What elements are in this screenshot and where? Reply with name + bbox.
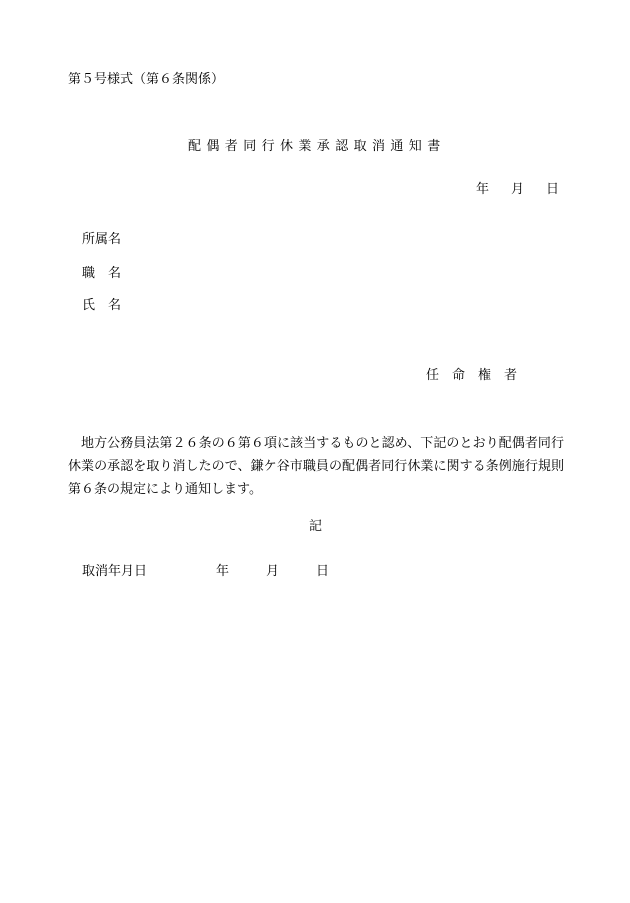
issue-date-day: 日 xyxy=(545,182,559,197)
issue-date-year: 年 xyxy=(475,182,489,197)
form-number: 第５号様式（第６条関係） xyxy=(68,72,225,87)
issue-date xyxy=(476,183,559,196)
cancellation-date-year: 年 xyxy=(216,564,230,579)
appointing-authority: 任命権者 xyxy=(426,368,531,383)
name-label: 氏名 xyxy=(82,298,135,313)
cancellation-date-label: 取消年月日 xyxy=(82,564,148,579)
notice-body-text: 地方公務員法第２６条の６第６項に該当するものと認め、下記のとおり配偶者同行休業の承認を取り消したので、鎌ケ谷市職員の配偶者同行休業に関する条例施行規則第６条の規定により通知します。 xyxy=(68,436,564,497)
affiliation-label: 所属名 xyxy=(82,232,122,247)
position-label: 職名 xyxy=(82,266,135,281)
cancellation-date-day: 日 xyxy=(316,564,330,579)
cancellation-date-month: 月 xyxy=(266,564,280,579)
issue-date-month: 月 xyxy=(510,182,524,197)
document-title: 配偶者同行休業承認取消通知書 xyxy=(188,139,446,154)
ki-heading: 記 xyxy=(309,519,323,534)
